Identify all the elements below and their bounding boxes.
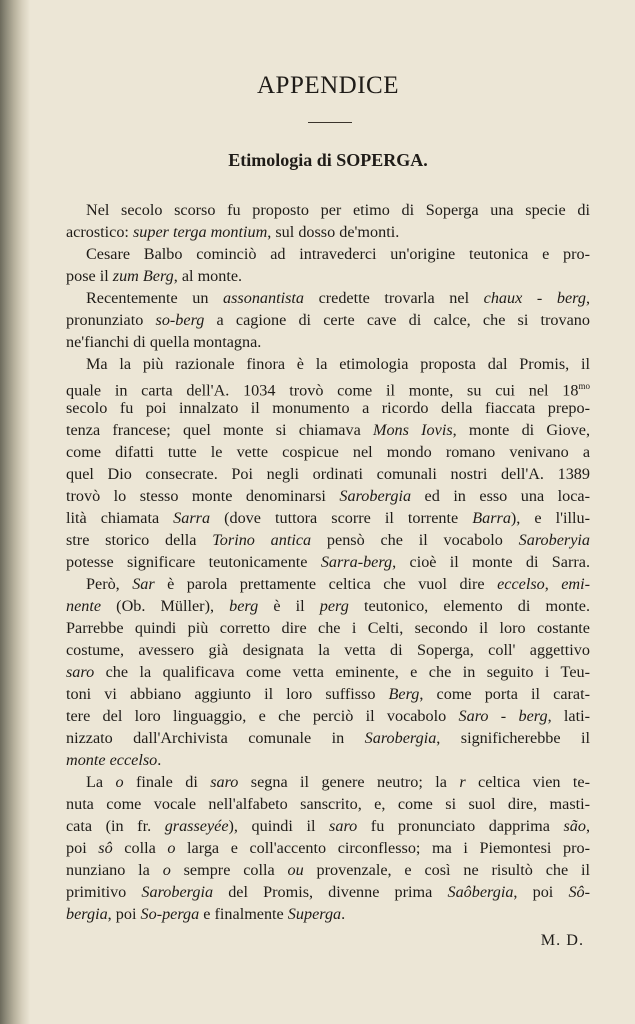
text-line: monte eccelso.	[66, 751, 162, 769]
text-line: potesse significare teutonicamente Sarra-berg, cioè il monte di Sarra.	[66, 553, 590, 571]
text-line: Parrebbe quindi più corretto dire che i Celti, secondo il loro costante	[66, 619, 590, 637]
text-line: nente (Ob. Müller), berg è il perg teutonico, elemento di monte.	[66, 597, 591, 615]
text-line: come difatti tutte le vette cospicue nel mondo romano venivano a	[66, 443, 590, 461]
text-line: La o finale di saro segna il genere neutro; la r celtica vien te-	[86, 773, 590, 791]
book-gutter-shadow	[0, 0, 30, 1024]
text-line: tenza francese; quel monte si chiamava Mons Iovis, monte di Giove,	[66, 421, 590, 439]
text-line: Recentemente un assonantista credette trovarla nel chaux - berg,	[86, 289, 590, 307]
text-line: tere del loro linguaggio, e che perciò il vocabolo Saro - berg, lati-	[66, 707, 590, 725]
text-line: pronunziato so-berg a cagione di certe cave di calce, che si trovano	[66, 311, 590, 329]
text-line: Nel secolo scorso fu proposto per etimo di Soperga una specie di	[86, 201, 590, 219]
text-line: cata (in fr. grasseyée), quindi il saro fu pronunciato dapprima são,	[66, 817, 591, 835]
text-line: Però, Sar è parola prettamente celtica che vuol dire eccelso, emi-	[86, 575, 591, 593]
text-line: pose il zum Berg, al monte.	[66, 267, 243, 285]
signature: M. D.	[540, 931, 584, 949]
text-line: Cesare Balbo cominciò ad intravederci un'origine teutonica e pro-	[86, 245, 590, 263]
text-line: saro che la qualificava come vetta eminente, e che in seguito i Teu-	[66, 663, 590, 681]
text-line: primitivo Sarobergia del Promis, divenne prima Saôbergia, poi Sô-	[66, 883, 591, 901]
section-heading: Etimologia di SOPERGA.	[228, 150, 428, 170]
text-line: Ma la più razionale finora è la etimologia proposta dal Promis, il	[86, 355, 590, 373]
text-line: nizzato dall'Archivista comunale in Sarobergia, significherebbe il	[66, 729, 590, 747]
text-line: quale in carta dell'A. 1034 trovò come il monte, su cui nel $18^{mo}$	[66, 381, 590, 400]
text-line: quel Dio consecrate. Poi negli ordinati comunali nostri dell'A. 1389	[66, 465, 590, 483]
text-line: bergia, poi So-perga e finalmente Superga.	[66, 905, 346, 923]
text-line: stre storico della Torino antica pensò che il vocabolo Saroberyia	[66, 531, 591, 549]
title-rule	[308, 122, 352, 123]
text-line: toni vi abbiano aggiunto il loro suffisso Berg, come porta il carat-	[66, 685, 590, 703]
text-line: lità chiamata Sarra (dove tuttora scorre il torrente Barra), e l'illu-	[66, 509, 590, 527]
text-line: nuta come vocale nell'alfabeto sanscrito, e, come si suol dire, masti-	[66, 795, 590, 813]
text-line: acrostico: super terga montium, sul dosso de'monti.	[66, 223, 400, 241]
text-line: nunziano la o sempre colla ou provenzale, e così ne risultò che il	[66, 861, 590, 879]
text-line: secolo fu poi innalzato il monumento a ricordo della fiaccata prepo-	[66, 399, 590, 417]
text-line: costume, avessero già designata la vetta di Soperga, coll' aggettivo	[66, 641, 590, 659]
body-text	[66, 199, 590, 951]
page-title: APPENDICE	[256, 72, 399, 99]
text-line: ne'fianchi di quella montagna.	[66, 333, 262, 351]
text-line: poi sô colla o larga e coll'accento circonflesso; ma i Piemontesi pro-	[66, 839, 590, 857]
text-line: trovò lo stesso monte denominarsi Sarobergia ed in esso una loca-	[66, 487, 590, 505]
